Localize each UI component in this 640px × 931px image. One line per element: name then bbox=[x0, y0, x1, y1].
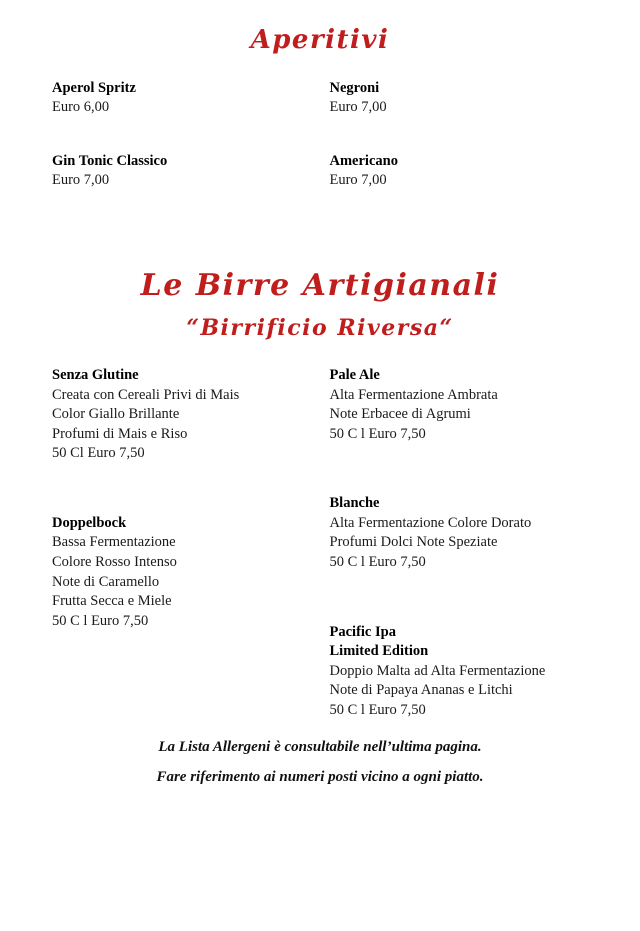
menu-item-gin-tonic-classico bbox=[52, 152, 324, 191]
item-price: Euro 7,00 bbox=[52, 172, 110, 189]
allergens-note-line-1: La Lista Allergeni è consultabile nell’ultima pagina. bbox=[158, 739, 482, 755]
item-title: Pacific Ipa bbox=[329, 623, 396, 640]
item-title: Aperol Spritz bbox=[52, 79, 136, 96]
item-description-line: Note Erbacee di Agrumi bbox=[329, 406, 471, 423]
item-description-line: Frutta Secca e Miele bbox=[52, 593, 172, 610]
item-title: Blanche bbox=[329, 495, 380, 512]
item-title: Doppelbock bbox=[52, 514, 127, 531]
item-price: 50 Cl Euro 7,50 bbox=[52, 445, 145, 462]
aperitivi-left-column bbox=[52, 79, 324, 209]
item-price: 50 C l Euro 7,50 bbox=[329, 425, 426, 442]
aperitivi-right-column bbox=[324, 79, 596, 209]
footer-notes bbox=[0, 738, 640, 798]
item-description-line: Color Giallo Brillante bbox=[52, 406, 180, 423]
birre-section bbox=[0, 366, 640, 738]
item-title: Negroni bbox=[329, 79, 380, 96]
menu-item-negroni bbox=[330, 79, 596, 118]
menu-item-pacific-ipa bbox=[330, 623, 596, 721]
item-price: 50 C l Euro 7,50 bbox=[329, 553, 426, 570]
menu-page bbox=[0, 26, 640, 931]
item-subtitle: Limited Edition bbox=[329, 643, 429, 660]
item-description-line: Bassa Fermentazione bbox=[52, 534, 176, 551]
item-title: Pale Ale bbox=[329, 367, 380, 384]
menu-item-blanche bbox=[330, 494, 596, 572]
birre-subheading: “Birrificio Riversa“ bbox=[186, 314, 454, 341]
birre-right-column bbox=[324, 366, 596, 738]
item-description-line: Creata con Cereali Privi di Mais bbox=[52, 386, 240, 403]
item-price: 50 C l Euro 7,50 bbox=[329, 701, 426, 718]
menu-item-pale-ale bbox=[330, 366, 596, 444]
birre-left-column bbox=[52, 366, 324, 738]
birre-heading: Le Birre Artigianali bbox=[140, 267, 500, 303]
item-title: Americano bbox=[329, 152, 398, 169]
item-description-line: Alta Fermentazione Colore Dorato bbox=[329, 514, 532, 531]
aperitivi-section bbox=[0, 79, 640, 209]
aperitivi-heading: Aperitivi bbox=[250, 25, 390, 55]
menu-item-senza-glutine bbox=[52, 366, 324, 464]
item-price: Euro 7,00 bbox=[329, 172, 387, 189]
menu-item-americano bbox=[330, 152, 596, 191]
item-description-line: Doppio Malta ad Alta Fermentazione bbox=[329, 662, 546, 679]
item-price: 50 C l Euro 7,50 bbox=[52, 612, 149, 629]
item-description-line: Colore Rosso Intenso bbox=[52, 553, 177, 570]
item-price: Euro 6,00 bbox=[52, 99, 110, 116]
item-title: Gin Tonic Classico bbox=[52, 152, 168, 169]
allergens-note-line-2: Fare riferimento ai numeri posti vicino a ogni piatto. bbox=[156, 769, 484, 785]
item-description-line: Alta Fermentazione Ambrata bbox=[329, 386, 498, 403]
menu-item-doppelbock bbox=[52, 514, 324, 631]
item-description-line: Note di Caramello bbox=[52, 573, 160, 590]
item-price: Euro 7,00 bbox=[329, 99, 387, 116]
item-title: Senza Glutine bbox=[52, 367, 139, 384]
menu-item-aperol-spritz bbox=[52, 79, 324, 118]
item-description-line: Profumi di Mais e Riso bbox=[52, 425, 188, 442]
item-description-line: Note di Papaya Ananas e Litchi bbox=[329, 682, 513, 699]
item-description-line: Profumi Dolci Note Speziate bbox=[329, 534, 498, 551]
